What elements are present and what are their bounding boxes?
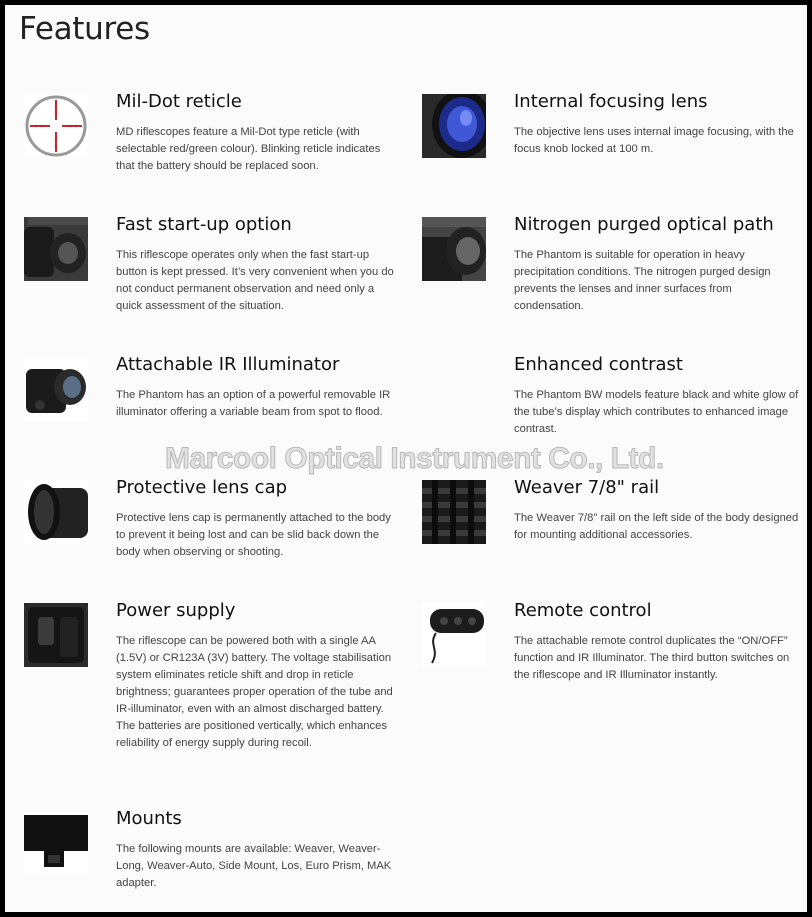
feature-description: MD riflescopes feature a Mil-Dot type reticle (with selectable red/green colour). Blinking reticle indicates that the battery should be replaced soon. bbox=[116, 126, 381, 172]
feature-description: The following mounts are available: Weaver, Weaver-Long, Weaver-Auto, Side Mount, Los, Euro Prism, MAK adapter. bbox=[116, 843, 392, 889]
lens-icon bbox=[422, 94, 486, 158]
feature-description: This riflescope operates only when the fast start-up button is kept pressed. It’s very convenient when you do not conduct permanent observation and need only a quick assessment of the situation. bbox=[116, 249, 394, 312]
feature-title: Internal focusing lens bbox=[514, 91, 708, 112]
button-icon bbox=[24, 217, 88, 281]
feature-description: The attachable remote control duplicates the “ON/OFF” function and IR Illuminator. The third button switches on the riflescope and IR Illuminator instantly. bbox=[514, 635, 790, 681]
remote-control-icon bbox=[422, 603, 486, 667]
feature-title: Attachable IR Illuminator bbox=[116, 354, 340, 375]
feature-title: Nitrogen purged optical path bbox=[514, 214, 774, 235]
feature-title: Power supply bbox=[116, 600, 236, 621]
reticle-icon bbox=[24, 94, 88, 158]
feature-description: Protective lens cap is permanently attached to the body to prevent it being lost and can be slid back down the body when observing or shooting. bbox=[116, 512, 391, 558]
rail-icon bbox=[422, 480, 486, 544]
feature-title: Mil-Dot reticle bbox=[116, 91, 242, 112]
feature-description: The Weaver 7/8" rail on the left side of the body designed for mounting additional accessories. bbox=[514, 512, 799, 541]
ir-illuminator-icon bbox=[24, 357, 88, 421]
lens-cap-icon bbox=[24, 480, 88, 544]
mount-icon bbox=[24, 811, 88, 875]
watermark: Marcool Optical Instrument Co., Ltd. bbox=[165, 442, 664, 475]
feature-title: Fast start-up option bbox=[116, 214, 292, 235]
feature-title: Protective lens cap bbox=[116, 477, 288, 498]
feature-description: The Phantom has an option of a powerful removable IR illuminator offering a variable beam from spot to flood. bbox=[116, 389, 391, 418]
feature-title: Mounts bbox=[116, 808, 182, 829]
battery-icon bbox=[24, 603, 88, 667]
feature-title: Weaver 7/8" rail bbox=[514, 477, 660, 498]
feature-description: The Phantom is suitable for operation in heavy precipitation conditions. The nitrogen purged design prevents the lenses and inner surfaces from condensation. bbox=[514, 249, 771, 312]
page-frame bbox=[5, 5, 807, 912]
page-title: Features bbox=[19, 11, 150, 47]
feature-description: The Phantom BW models feature black and white glow of the tube’s display which contributes to enhanced image contrast. bbox=[514, 389, 799, 435]
feature-description: The objective lens uses internal image focusing, with the focus knob locked at 100 m. bbox=[514, 126, 794, 155]
feature-title: Remote control bbox=[514, 600, 652, 621]
scope-tube-icon bbox=[422, 217, 486, 281]
feature-title: Enhanced contrast bbox=[514, 354, 683, 375]
feature-description: The riflescope can be powered both with a single AA (1.5V) or CR123A (3V) battery. The voltage stabilisation system eliminates reticle shift and drop in reticle brightness; guarantees proper operation of the tube and IR-illuminator, even with an almost discharged battery. The batteries are positioned vertically, which enhances reliability of energy supply during recoil. bbox=[116, 635, 393, 749]
